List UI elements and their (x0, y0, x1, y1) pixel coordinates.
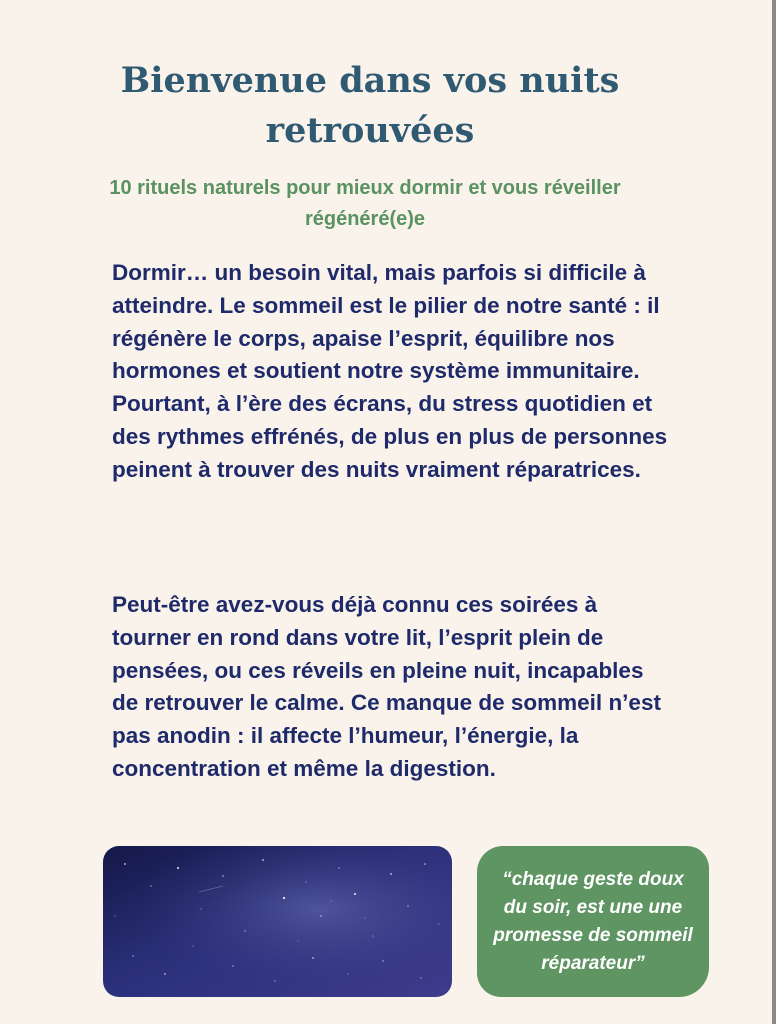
quote-text: “chaque geste doux du soir, est une une promesse de sommeil réparateur” (493, 868, 693, 974)
intro-paragraph: Dormir… un besoin vital, mais parfois si difficile à atteindre. Le sommeil est le pilier de notre santé : il régénère le corps, apaise l’esprit, équilibre nos hormones et soutient notre système immunitaire. Pourtant, à l’ère des écrans, du stress quotidien et des rythmes effrénés, de plus en plus de personnes peinent à trouver des nuits vraiment réparatrices. (112, 260, 668, 482)
quote-box (477, 846, 709, 997)
second-paragraph: Peut-être avez-vous déjà connu ces soirées à tourner en rond dans votre lit, l’esprit plein de pensées, ou ces réveils en pleine nuit, incapables de retrouver le calme. Ce manque de sommeil n’est pas anodin : il affecte l’humeur, l’énergie, la concentration et même la digestion. (112, 592, 661, 781)
page-edge (772, 0, 776, 1024)
page-title: Bienvenue dans vos nuits retrouvées (120, 60, 620, 151)
night-sky-image (103, 846, 452, 997)
page-subtitle: 10 rituels naturels pour mieux dormir et vous réveiller régénéré(e)e (109, 177, 621, 230)
